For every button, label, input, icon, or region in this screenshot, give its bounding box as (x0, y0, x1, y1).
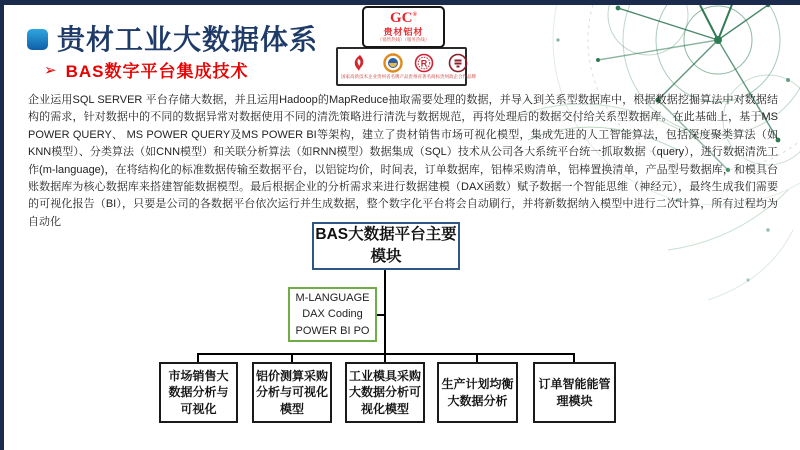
flame-emblem-icon (349, 53, 369, 73)
connector-root-vertical (384, 270, 386, 355)
title-bullet-icon (27, 29, 48, 50)
arrow-bullet-icon: ➢ (44, 61, 57, 79)
cert-item (377, 53, 409, 80)
diagram-leaf-box-mold-procurement: 工业模具采购大数据分析可视化模型 (345, 362, 425, 423)
subtitle-row (44, 57, 248, 82)
connector-distribution (197, 353, 575, 355)
cert-item (440, 53, 476, 80)
slide-frame-top (0, 0, 800, 5)
diagram-side-box (288, 287, 377, 342)
svg-text:R: R (421, 57, 428, 68)
brand-name: 贵材铝材 (383, 26, 424, 37)
brand-logo-card (362, 6, 445, 48)
diagram-root-box: BAS大数据平台主要模块 (312, 222, 460, 270)
cert-caption: 国家高新技术企业 (341, 73, 377, 79)
diagram-leaf-box-market-sales: 市场销售大数据分析与可视化 (159, 362, 238, 423)
registered-symbol: ® (412, 12, 417, 19)
diagram-leaf-box-aluminum-price: 铝价测算采购分析与可视化模型 (252, 362, 332, 423)
diagram-leaf-box-order-management: 订单智能能管理模块 (533, 362, 616, 423)
registered-mark-icon (414, 53, 434, 73)
brand-tagline: （销售热线）（服务热线） (377, 37, 430, 43)
page-title: 贵材工业大数据体系 (57, 24, 319, 55)
diagram-leaf-box-production-plan: 生产计划均衡大数据分析 (437, 362, 518, 423)
cert-caption: 贵州省名牌产品 (377, 73, 409, 79)
body-paragraph: 企业运用SQL SERVER 平台存储大数据，并且运用Hadoop的MapReduce抽取需要处理的数据，并导入到关系型数据库中，根据数据挖掘算法中对数据结构的需求，针对数据中的不同的数据异常对数据使用不同的清洗策略进行清洗与数据规范，再将处理后的数据交付给关系型数据库。在此基础上，基于MS POWER QUERY、 MS POWER QUERY及MS POWER BI等架构，建立了贵材销售市场可视化模型，集成先进的人工智能算法，包括深度聚类算法（如KNN模型）、分类算法（如CNN模型）和关联分析算法（如RNN模型）数据集成（SQL）技术从公司各大系统平台统一抓取数据（query），进行数据清洗工作(m-language)，在将结构化的标准数据传输至数据平台，以铝锭均价，时间表，订单数据库，铝棒采购清单，铝棒置换清单，产品型号数据库，和模具台账数据库为核心数据库来搭建智能数据模型。最后根据企业的分析需求来进行数据建模（DAX函数）赋予数据一个智能思维（神经元），最终生成我们需要的可视化报告（BI），只要是公司的各数据平台依次运行并生成数据，整个数字化平台将会自动刷行，并将新数据纳入模型中进行二次计算，所有过程均为自动化 (28, 94, 778, 228)
certification-logo-card (336, 47, 476, 86)
cert-item (341, 53, 377, 80)
cert-caption: 贵州省著名商标 (408, 73, 440, 79)
section-subtitle: BAS数字平台集成技术 (65, 62, 249, 81)
side-box-line: DAX Coding (302, 308, 363, 321)
cert-item (409, 53, 441, 80)
side-box-line: POWER BI PO (295, 324, 370, 337)
side-box-line: M-LANGUAGE (295, 291, 370, 304)
round-badge-icon (383, 53, 403, 73)
slide-frame-left (0, 0, 4, 450)
cert-caption: 贵州政企合作品牌 (440, 73, 476, 79)
round-seal-icon (448, 53, 468, 73)
brand-monogram-icon: GC® (390, 10, 417, 27)
